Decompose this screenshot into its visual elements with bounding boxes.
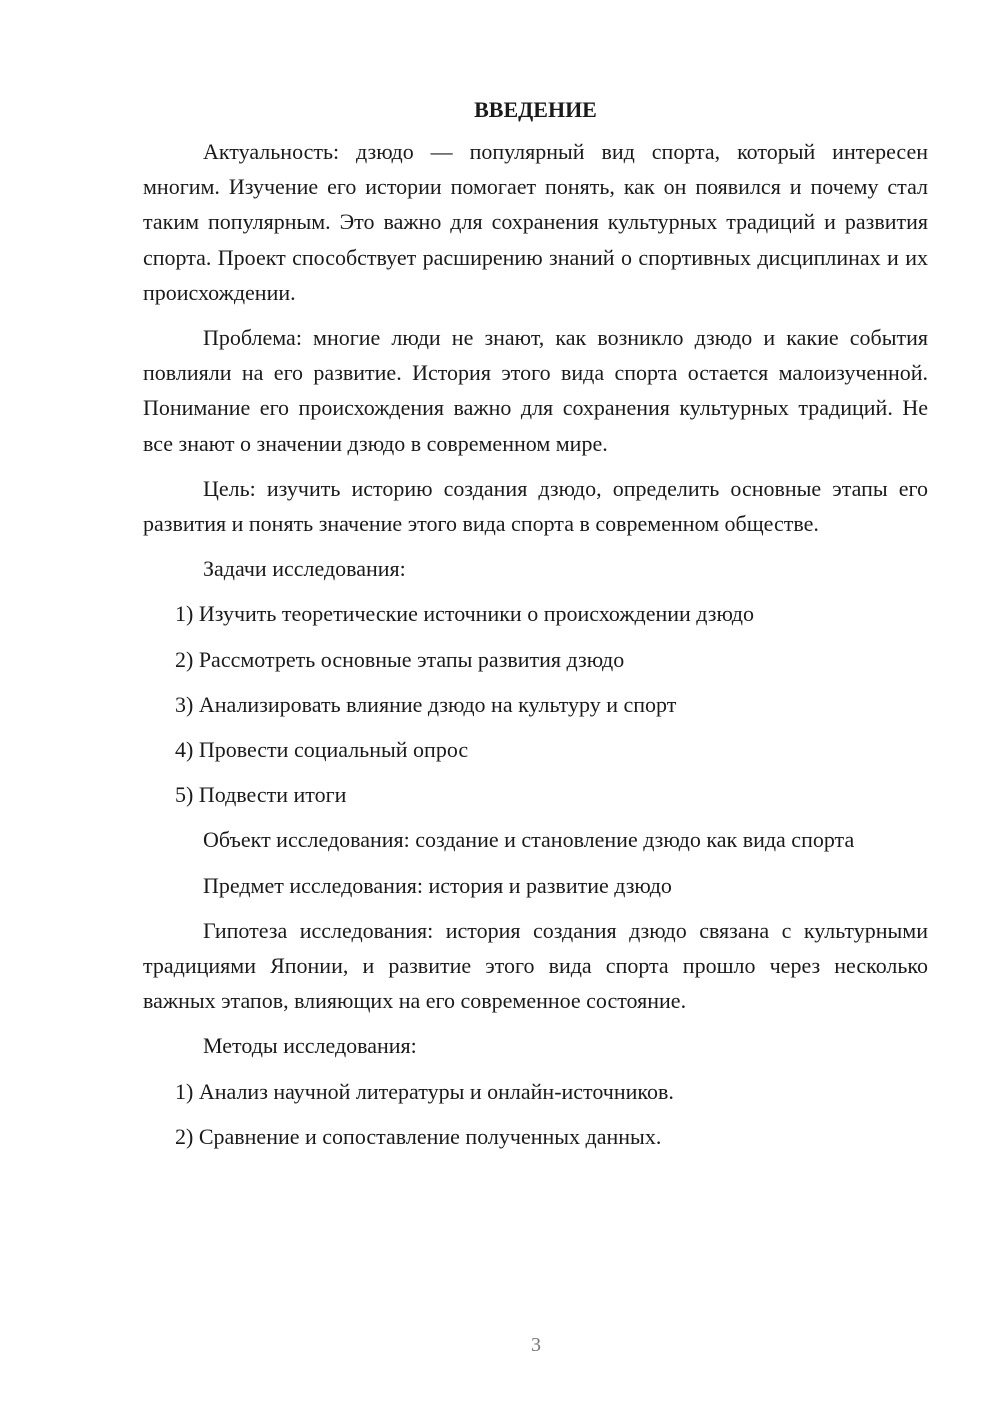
task-item: 5) Подвести итоги [175,782,347,808]
document-page [143,92,928,1164]
hypothesis-paragraph: Гипотеза исследования: история создания дзюдо связана с культурными традициями Японии, и развитие этого вида спорта прошло через несколько важных этапов, влияющих на его современное состояние. [143,917,928,1014]
tasks-title: Задачи исследования: [203,556,406,582]
method-item: 1) Анализ научной литературы и онлайн-источников. [175,1078,674,1104]
relevance-paragraph: Актуальность: дзюдо — популярный вид спорта, который интересен многим. Изучение его истории помогает понять, как он появился и почему стал таким популярным. Это важно для сохранения культурных традиций и развития спорта. Проект способствует расширению знаний о спортивных дисциплинах и их происхождении. [143,139,928,305]
object-paragraph: Объект исследования: создание и становление дзюдо как вида спорта [203,827,855,853]
task-item: 2) Рассмотреть основные этапы развития дзюдо [175,646,625,672]
method-item: 2) Сравнение и сопоставление полученных данных. [175,1123,662,1149]
task-item: 1) Изучить теоретические источники о происхождении дзюдо [175,601,754,627]
subject-line: Предмет исследования: история и развитие дзюдо [203,872,672,898]
page-number: 3 [531,1334,541,1356]
problem-paragraph: Проблема: многие люди не знают, как возникло дзюдо и какие события повлияли на его развитие. История этого вида спорта остается малоизученной. Понимание его происхождения важно для сохранения культурных традиций. Не все знают о значении дзюдо в современном мире. [143,325,928,456]
goal-paragraph: Цель: изучить историю создания дзюдо, определить основные этапы его развития и понять значение этого вида спорта в современном обществе. [143,475,928,537]
methods-title: Методы исследования: [203,1033,417,1059]
section-heading: ВВЕДЕНИЕ [474,97,597,122]
task-item: 3) Анализировать влияние дзюдо на культуру и спорт [175,691,677,717]
task-item: 4) Провести социальный опрос [175,737,469,763]
